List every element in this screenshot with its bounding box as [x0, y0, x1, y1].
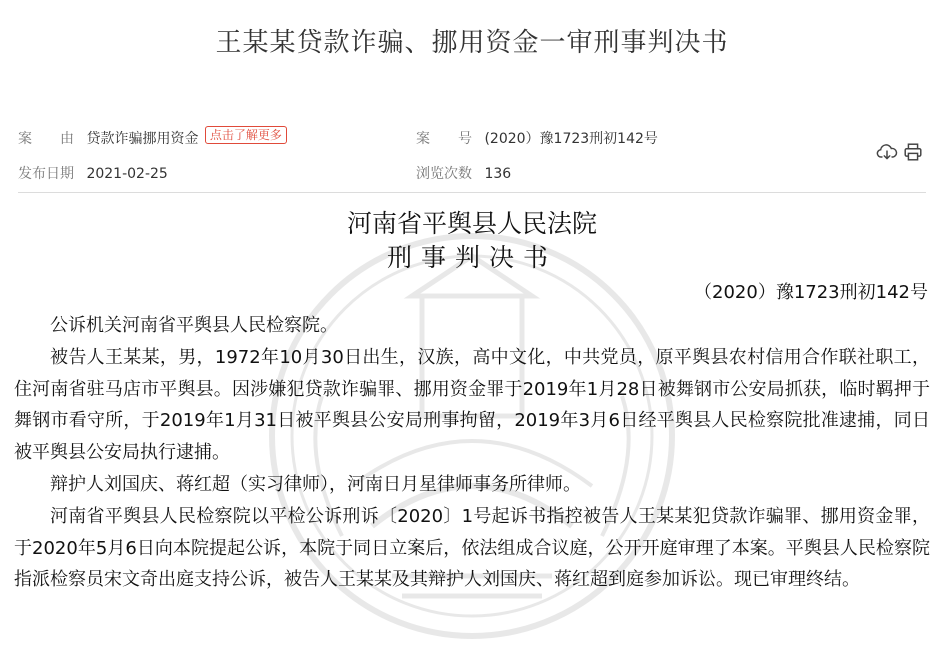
views-label: 浏览次数 [416, 166, 472, 182]
judgment-body [14, 310, 930, 596]
document-case-number: （2020）豫1723刑初142号 [694, 282, 928, 303]
court-name: 河南省平舆县人民法院 [346, 209, 597, 238]
document-type: 刑事判决书 [386, 243, 557, 272]
case-label: 案 号 [416, 131, 472, 147]
date-value: 2021-02-25 [86, 166, 168, 182]
date-label: 发布日期 [18, 166, 74, 182]
cloud-download-icon[interactable] [876, 141, 898, 163]
paragraph-defendant: 被告人王某某，男，1972年10月30日出生，汉族，高中文化，中共党员，原平舆县农村信用合作联社职工，住河南省驻马店市平舆县。因涉嫌犯贷款诈骗罪、挪用资金罪于2019年1月28日被舞钢市公安局抓获，临时羁押于舞钢市看守所，于2019年1月31日被平舆县公安局刑事拘留，2019年3月6日经平舆县人民检察院批准逮捕，同日被平舆县公安局执行逮捕。 [14, 346, 930, 464]
page-title: 王某某贷款诈骗、挪用资金一审刑事判决书 [215, 28, 729, 58]
cause-value: 贷款诈骗挪用资金 [86, 131, 199, 147]
meta-case-number [416, 128, 658, 148]
printer-icon[interactable] [902, 141, 924, 163]
toolbar [876, 141, 924, 163]
meta-cause [18, 128, 287, 148]
meta-views [416, 163, 511, 183]
paragraph-defense-counsel: 辩护人刘国庆、蒋红超（实习律师），河南日月星律师事务所律师。 [50, 473, 581, 495]
paragraph-prosecutor: 公诉机关河南省平舆县人民检察院。 [50, 315, 338, 336]
meta-divider [18, 192, 926, 193]
views-value: 136 [484, 166, 512, 182]
meta-date [18, 163, 168, 183]
paragraph-proceedings: 河南省平舆县人民检察院以平检公诉刑诉〔2020〕1号起诉书指控被告人王某某犯贷款诈骗罪、挪用资金罪，于2020年5月6日向本院提起公诉，本院于同日立案后，依法组成合议庭，公开开庭审理了本案。平舆县人民检察院指派检察员宋文奇出庭支持公诉，被告人王某某及其辩护人刘国庆、蒋红超到庭参加诉讼。现已审理终结。 [14, 505, 930, 591]
learn-more-tag[interactable]: 点击了解更多 [205, 126, 287, 144]
case-value: (2020）豫1723刑初142号 [484, 131, 658, 147]
cause-label: 案 由 [18, 131, 74, 147]
